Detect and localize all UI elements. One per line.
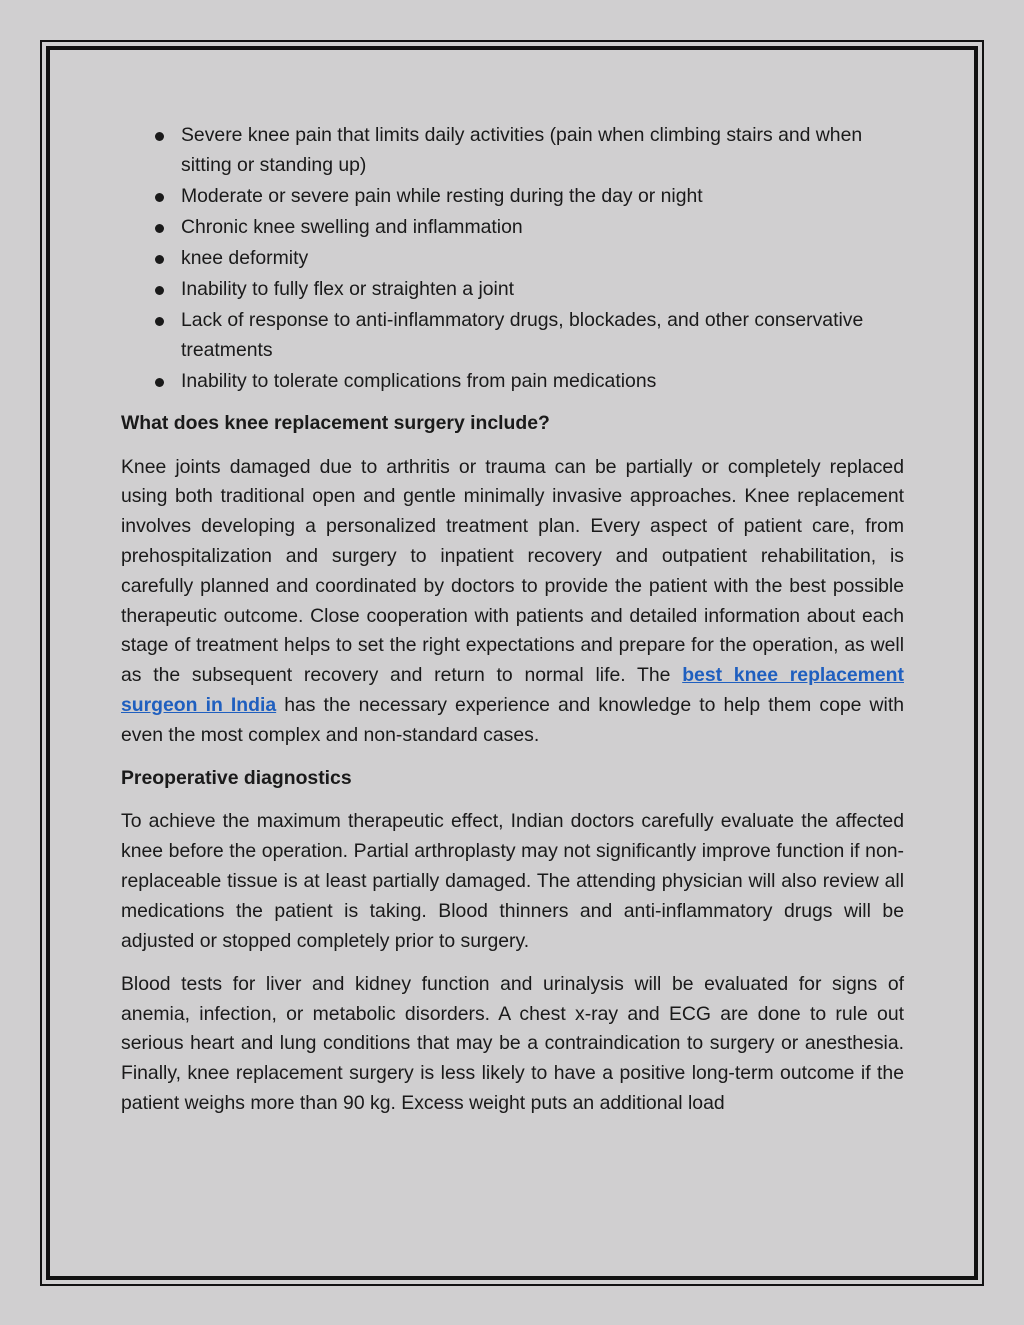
bullet-icon — [155, 193, 164, 202]
document-body — [121, 121, 904, 1132]
bullet-icon — [155, 224, 164, 233]
bullet-icon — [155, 255, 164, 264]
list-item: Inability to tolerate complications from pain medications — [121, 367, 904, 397]
list-item: Lack of response to anti-inflammatory drugs, blockades, and other conservative treatments — [121, 306, 904, 366]
list-item: Chronic knee swelling and inflammation — [121, 213, 904, 243]
paragraph-text: Knee joints damaged due to arthritis or trauma can be partially or completely replaced using both traditional open and gentle minimally invasive approaches. Knee replacement involves developing a personalized treatment plan. Every aspect of patient care, from prehospitalization and surgery to inpatient recovery and outpatient rehabilitation, is carefully planned and coordinated by doctors to provide the patient with the best possible therapeutic outcome. Close cooperation with patients and detailed information about each stage of treatment helps to set the right expectations and prepare for the operation, as well as the subsequent recovery and return to normal life. The — [121, 455, 904, 687]
bullet-icon — [155, 378, 164, 387]
diagnostics-paragraph-2: Blood tests for liver and kidney function and urinalysis will be evaluated for signs of anemia, infection, or metabolic disorders. A chest x-ray and ECG are done to rule out serious heart and lung conditions that may be a contraindication to surgery or anesthesia. Finally, knee replacement surgery is less likely to have a positive long-term outcome if the patient weighs more than 90 kg. Excess weight puts an additional load — [121, 972, 904, 1115]
list-item: knee deformity — [121, 244, 904, 274]
symptom-list — [121, 121, 904, 396]
bullet-icon — [155, 132, 164, 141]
list-item: Severe knee pain that limits daily activities (pain when climbing stairs and when sitting or standing up) — [121, 121, 904, 181]
diagnostics-paragraph-1: To achieve the maximum therapeutic effect, Indian doctors carefully evaluate the affected knee before the operation. Partial arthroplasty may not significantly improve function if non-replaceable tissue is at least partially damaged. The attending physician will also review all medications the patient is taking. Blood thinners and anti-inflammatory drugs will be adjusted or stopped completely prior to surgery. — [121, 810, 904, 952]
bullet-icon — [155, 286, 164, 295]
surgery-paragraph — [121, 453, 904, 751]
list-item: Moderate or severe pain while resting during the day or night — [121, 182, 904, 212]
section-heading-surgery: What does knee replacement surgery include? — [121, 412, 550, 435]
bullet-icon — [155, 317, 164, 326]
section-heading-diagnostics: Preoperative diagnostics — [121, 767, 352, 790]
paragraph-text: has the necessary experience and knowledge to help them cope with even the most complex and non-standard cases. — [121, 693, 904, 746]
surgeon-link[interactable]: best knee replacement surgeon in India — [121, 664, 904, 716]
list-item: Inability to fully flex or straighten a joint — [121, 275, 904, 305]
